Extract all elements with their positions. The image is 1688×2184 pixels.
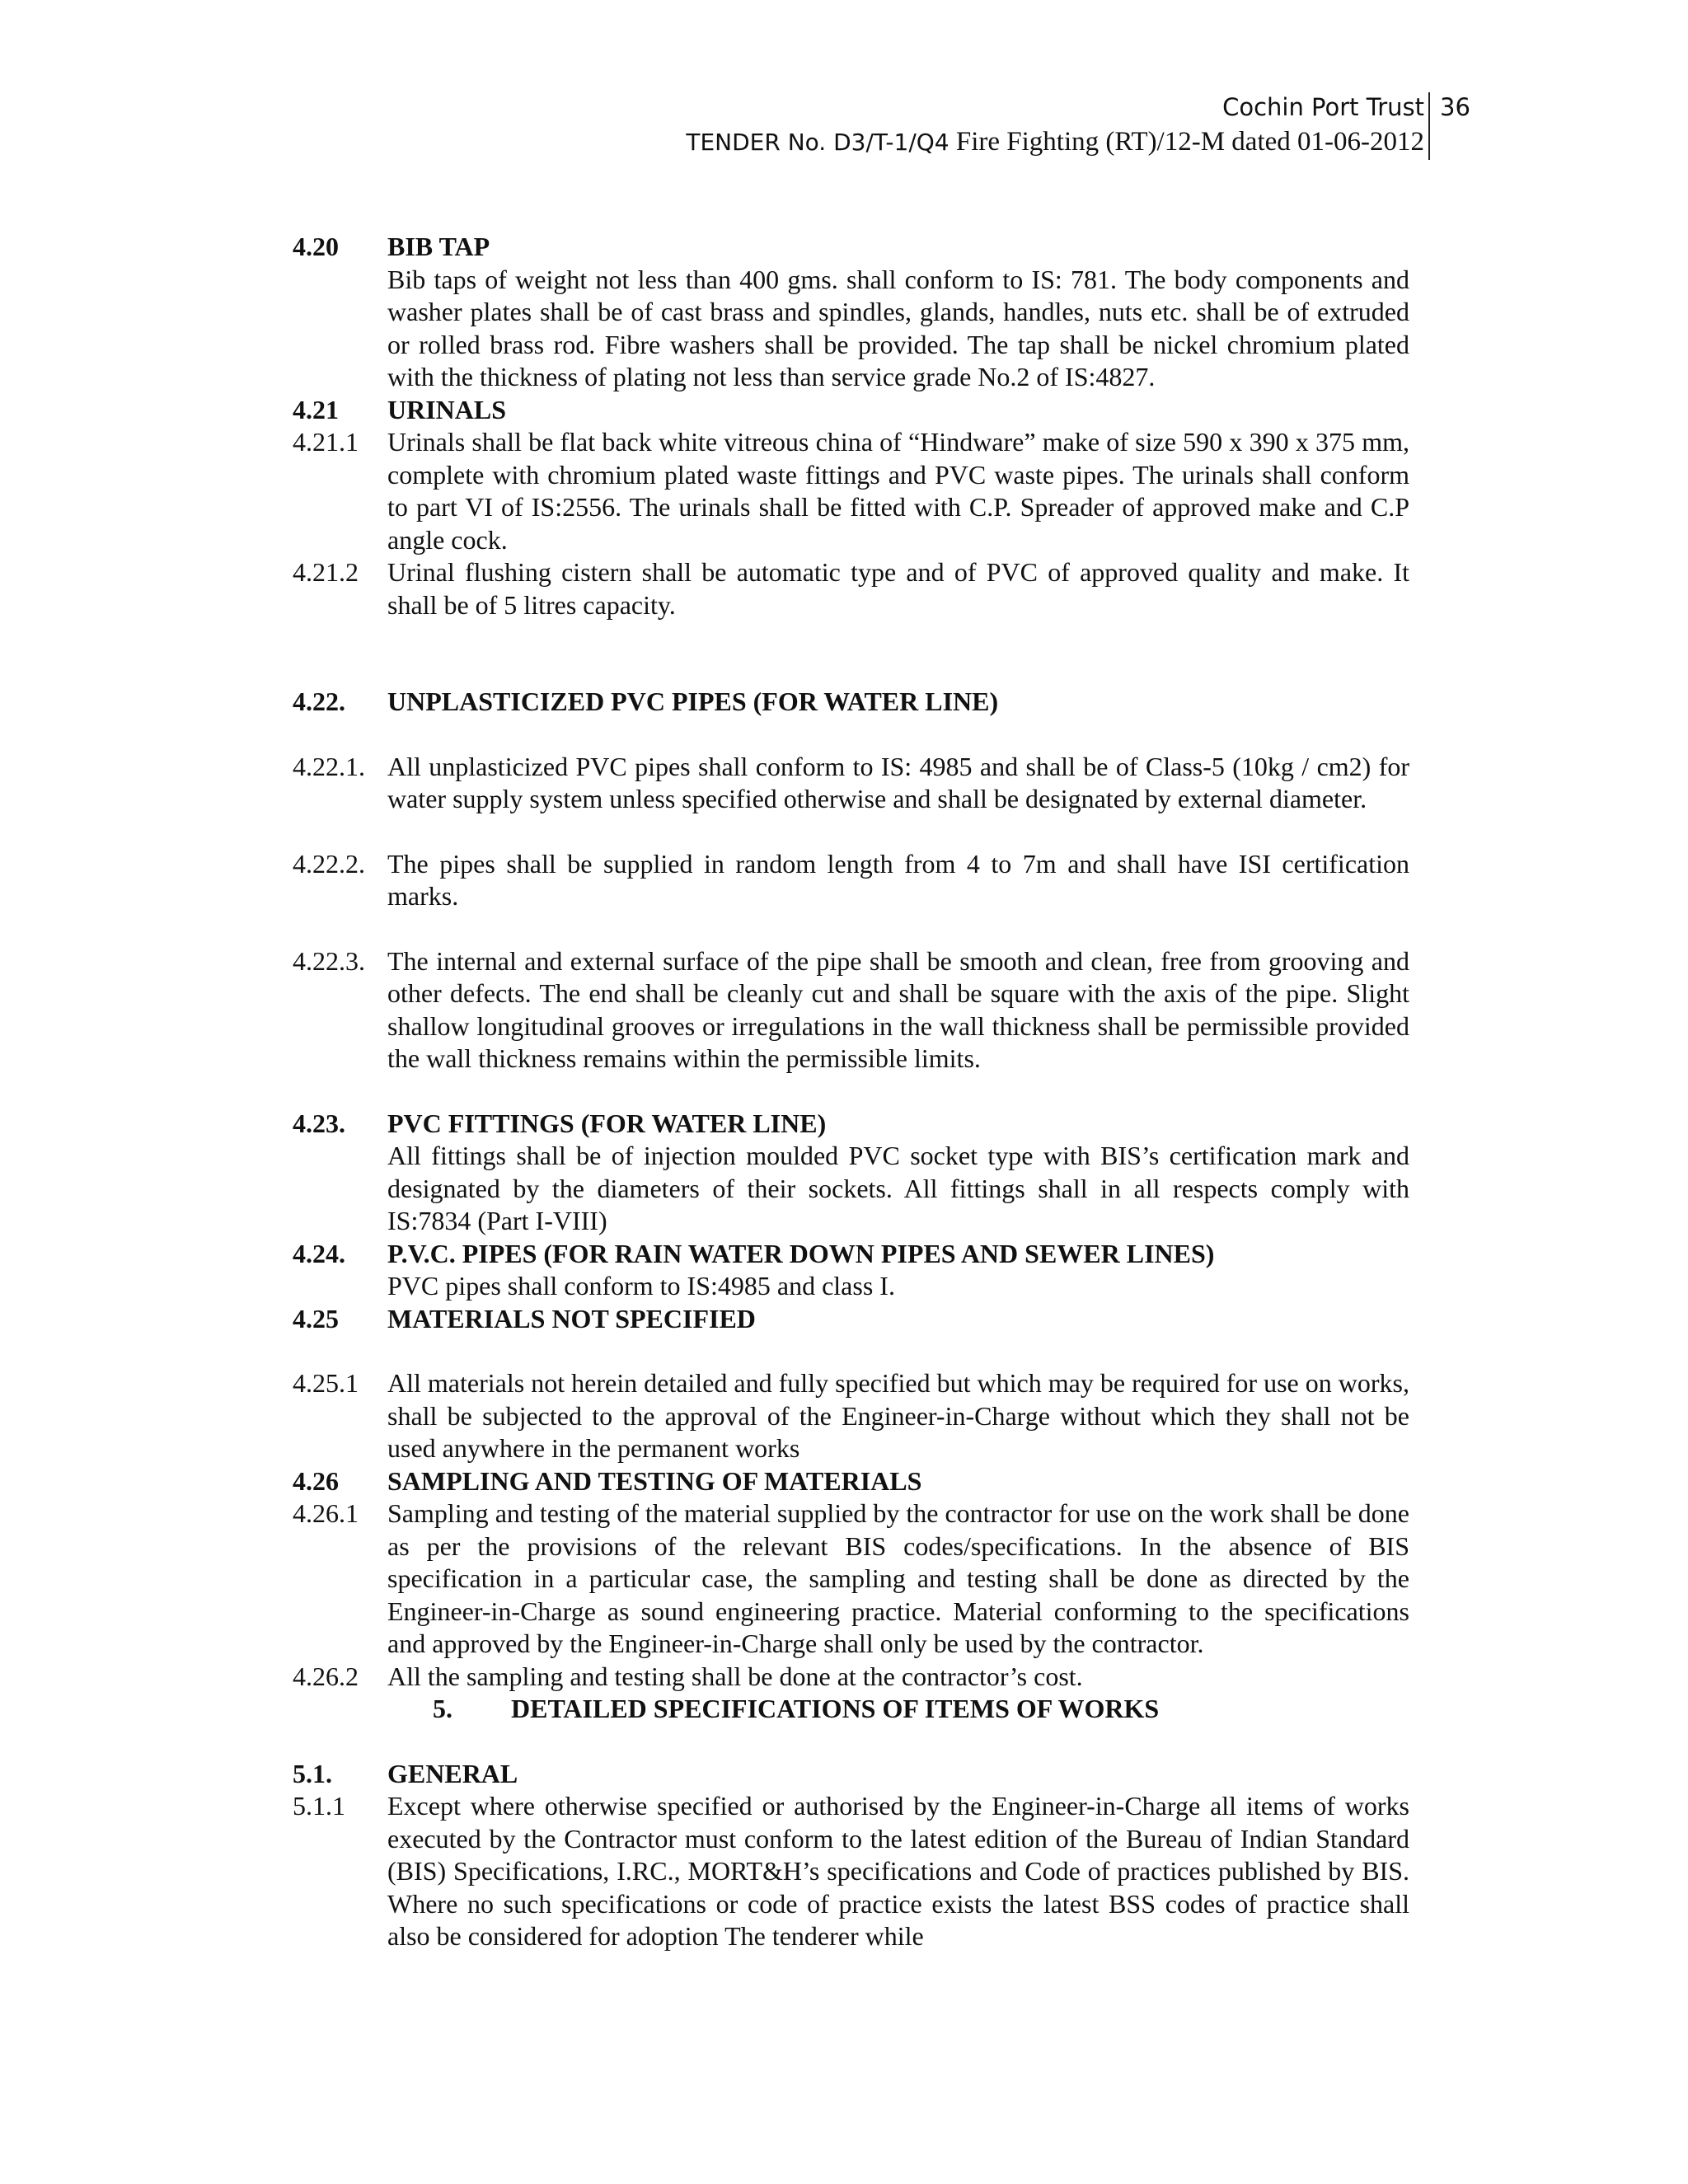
clause-number: 4.26.1 [293,1498,359,1528]
chapter-number: 5. [433,1694,452,1723]
section-number: 4.25 [293,1303,339,1333]
section-title: PVC FITTINGS (FOR WATER LINE) [387,1108,827,1138]
chapter-title: DETAILED SPECIFICATIONS OF ITEMS OF WORKS [511,1694,1160,1723]
section-paragraph: PVC pipes shall conform to IS:4985 and class I. [387,1271,895,1301]
clause-number: 4.25.1 [293,1368,359,1398]
section-title: GENERAL [387,1758,518,1788]
section-heading [293,231,1409,264]
section-paragraph: Bib taps of weight not less than 400 gms. shall conform to IS: 781. The body components and washer plates shall be of cast brass and spindles, glands, handles, nuts etc. shall be of extruded or rolled brass rod. Fibre washers shall be provided. The tap shall be nickel chromium plated with the thickness of plating not less than service grade No.2 of IS:4827. [387,264,1409,391]
section-heading [293,1303,1409,1336]
section-title: MATERIALS NOT SPECIFIED [387,1303,756,1333]
clause-number: 4.21.2 [293,557,359,587]
clause-text: All materials not herein detailed and fully specified but which may be required for use on works, shall be subjected to the approval of the Engineer-in-Charge without which they shall not be used anywhere in the permanent works [387,1368,1409,1463]
header-organization: Cochin Port Trust [1222,93,1424,121]
clause-text: Sampling and testing of the material supplied by the contractor for use on the work shall be done as per the provisions of the relevant BIS codes/specifications. In the absence of BIS specification in a particular case, the sampling and testing shall be done as directed by the Engineer-in-Charge as sound engineering practice. Material conforming to the specifications and approved by the Engineer-in-Charge shall only be used by the contractor. [387,1498,1409,1658]
section-heading [293,394,1409,427]
section-heading [293,1238,1409,1271]
clause [293,426,1409,556]
clause-text: The internal and external surface of the pipe shall be smooth and clean, free from grooving and other defects. The end shall be cleanly cut and shall be square with the axis of the pipe. Slight shallow longitudinal grooves or irregulations in the wall thickness shall be permissible provided the wall thickness remains within the permissible limits. [387,945,1409,1073]
header-tender-reference [686,125,1424,159]
clause-text: Urinals shall be flat back white vitreous china of “Hindware” make of size 590 x 390 x 375 mm, complete with chromium plated waste fittings and PVC waste pipes. The urinals shall conform to part VI of IS:2556. The urinals shall be fitted with C.P. Spreader of approved make and C.P angle cock. [387,427,1409,555]
page-number: 36 [1440,93,1470,121]
section-paragraph: All fittings shall be of injection moulded PVC socket type with BIS’s certification mark and designated by the diameters of their sockets. All fittings shall in all respects comply with IS:7834 (Part I-VIII) [387,1141,1409,1235]
section-heading [293,1465,1409,1498]
header-divider [1428,92,1430,160]
clause [293,945,1409,1076]
clause-text: All the sampling and testing shall be done at the contractor’s cost. [387,1661,1083,1691]
clause [293,556,1409,621]
section-number: 4.20 [293,232,339,261]
clause-number: 5.1.1 [293,1791,345,1821]
clause [293,751,1409,816]
clause-number: 4.26.2 [293,1661,359,1691]
section-number: 4.21 [293,394,339,424]
section-number: 4.23. [293,1108,345,1138]
section-heading [293,686,1409,719]
section-heading [293,1758,1409,1791]
clause-text: The pipes shall be supplied in random length from 4 to 7m and shall have ISI certification marks. [387,848,1409,911]
chapter-heading [293,1693,1409,1726]
section-number: 4.22. [293,687,345,716]
section-number: 5.1. [293,1758,332,1788]
clause [293,848,1409,913]
clause-text: Urinal flushing cistern shall be automatic type and of PVC of approved quality and make. It shall be of 5 litres capacity. [387,557,1409,620]
section-number: 4.26 [293,1465,339,1496]
section-title: UNPLASTICIZED PVC PIPES (FOR WATER LINE) [387,687,999,716]
clause-text: Except where otherwise specified or authorised by the Engineer-in-Charge all items of works executed by the Contractor must conform to the latest edition of the Bureau of Indian Standard (BIS) Specifications, I.RC., MORT&H’s specifications and Code of practices published by BIS. Where no such specifications or code of practice exists the latest BSS codes of practice shall also be considered for adoption The tenderer while [387,1791,1409,1951]
tender-suffix: Fire Fighting (RT)/12-M dated 01-06-2012 [949,127,1424,157]
clause-number: 4.22.3. [293,945,365,976]
clause [293,1661,1409,1694]
section-title: URINALS [387,394,507,424]
clause-number: 4.22.2. [293,848,365,879]
clause [293,1497,1409,1661]
clause-text: All unplasticized PVC pipes shall conform to IS: 4985 and shall be of Class-5 (10kg / cm2) for water supply system unless specified otherwise and shall be designated by external diameter. [387,751,1409,813]
clause-number: 4.21.1 [293,427,359,457]
section-heading [293,1108,1409,1141]
section-title: BIB TAP [387,232,490,261]
document-body [293,231,1409,1953]
section-number: 4.24. [293,1238,345,1268]
section-title: P.V.C. PIPES (FOR RAIN WATER DOWN PIPES AND SEWER LINES) [387,1238,1215,1268]
tender-prefix: TENDER No. D3/T-1/Q4 [686,129,950,156]
clause [293,1790,1409,1953]
clause-number: 4.22.1. [293,751,365,781]
clause [293,1367,1409,1465]
section-title: SAMPLING AND TESTING OF MATERIALS [387,1465,922,1496]
